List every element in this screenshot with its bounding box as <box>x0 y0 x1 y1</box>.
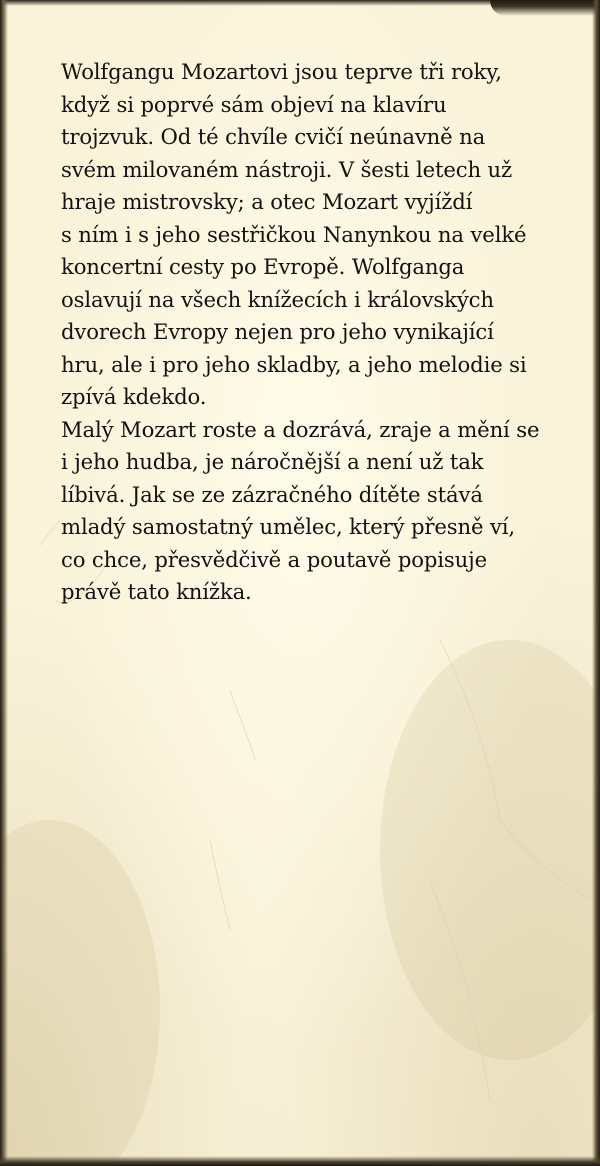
text-line: Wolfgangu Mozartovi jsou teprve tři roky, <box>61 59 502 84</box>
text-line: líbivá. Jak se ze zázračného dítěte stává <box>61 481 483 507</box>
scan-edge-left <box>0 0 8 1166</box>
text-line: koncertní cesty po Evropě. Wolfganga <box>61 254 465 279</box>
text-line: právě tato knížka. <box>61 579 252 604</box>
text-line: oslavují na všech knížecích i královských <box>61 286 494 312</box>
scan-edge-right <box>592 0 600 1166</box>
text-line: hraje mistrovsky; a otec Mozart vyjíždí <box>61 189 473 214</box>
text-line: dvorech Evropy nejen pro jeho vynikající <box>61 319 494 344</box>
text-line: mladý samostatný umělec, který přesně ví, <box>61 514 516 539</box>
text-line: hru, ale i pro jeho skladby, a jeho melodie si <box>61 351 527 377</box>
scan-edge-bottom <box>0 1156 600 1166</box>
text-line: s ním i s jeho sestřičkou Nanynkou na velké <box>61 221 527 247</box>
text-line: Malý Mozart roste a dozrává, zraje a mění se <box>61 416 540 442</box>
text-line: když si poprvé sám objeví na klavíru <box>61 91 447 117</box>
text-line: svém milovaném nástroji. V šesti letech už <box>61 156 513 182</box>
text-line: i jeho hudba, je náročnější a není už tak <box>61 449 484 474</box>
text-line: zpívá kdekdo. <box>61 384 207 409</box>
scan-edge-corner <box>490 0 600 16</box>
text-line: trojzvuk. Od té chvíle cvičí neúnavně na <box>61 124 486 149</box>
blurb-text <box>61 56 561 609</box>
text-line: co chce, přesvědčivě a poutavě popisuje <box>61 546 487 572</box>
